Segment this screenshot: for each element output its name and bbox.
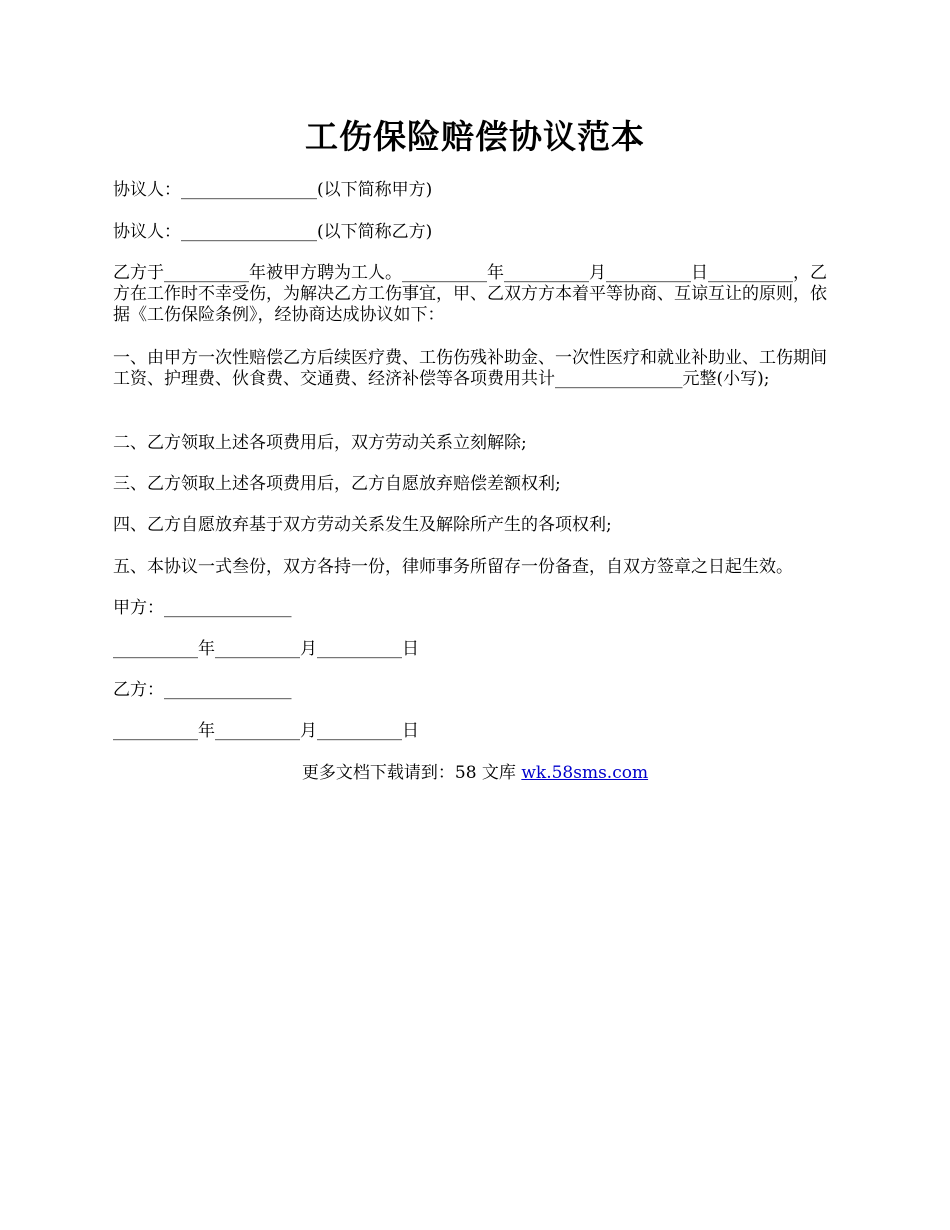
clause-1: 一、由甲方一次性赔偿乙方后续医疗费、工伤伤残补助金、一次性医疗和就业补助业、工伤期间工资、护理费、伙食费、交通费、经济补偿等各项费用共计_______________元整(小写); — [113, 348, 827, 389]
party-a-signature: 甲方：_______________ — [113, 598, 292, 618]
party-b-date: __________年__________月__________日 — [113, 721, 419, 741]
party-b-line: 协议人：________________(以下简称乙方) — [113, 222, 433, 242]
preamble-paragraph: 乙方于__________年被甲方聘为工人。__________年__________月__________日__________，乙方在工作时不幸受伤，为解决乙方工伤事宜，甲、乙双方方本着平等协商、互谅互让的原则，依据《工伤保险条例》，经协商达成协议如下： — [113, 263, 827, 325]
clause-4: 四、乙方自愿放弃基于双方劳动关系发生及解除所产生的各项权利; — [113, 515, 612, 535]
footer-link[interactable]: wk.58sms.com — [521, 763, 649, 783]
document-title: 工伤保险赔偿协议范本 — [305, 117, 645, 156]
party-b-signature: 乙方：_______________ — [113, 680, 292, 700]
clause-3: 三、乙方领取上述各项费用后，乙方自愿放弃赔偿差额权利; — [113, 474, 561, 494]
party-a-line: 协议人：________________(以下简称甲方) — [113, 180, 433, 200]
footer-text: 更多文档下载请到：58 文库 — [301, 763, 522, 783]
party-a-date: __________年__________月__________日 — [113, 639, 419, 659]
download-footer — [0, 763, 950, 784]
clause-5: 五、本协议一式叁份，双方各持一份，律师事务所留存一份备查，自双方签章之日起生效。 — [113, 557, 793, 577]
clause-2: 二、乙方领取上述各项费用后，双方劳动关系立刻解除; — [113, 433, 527, 453]
